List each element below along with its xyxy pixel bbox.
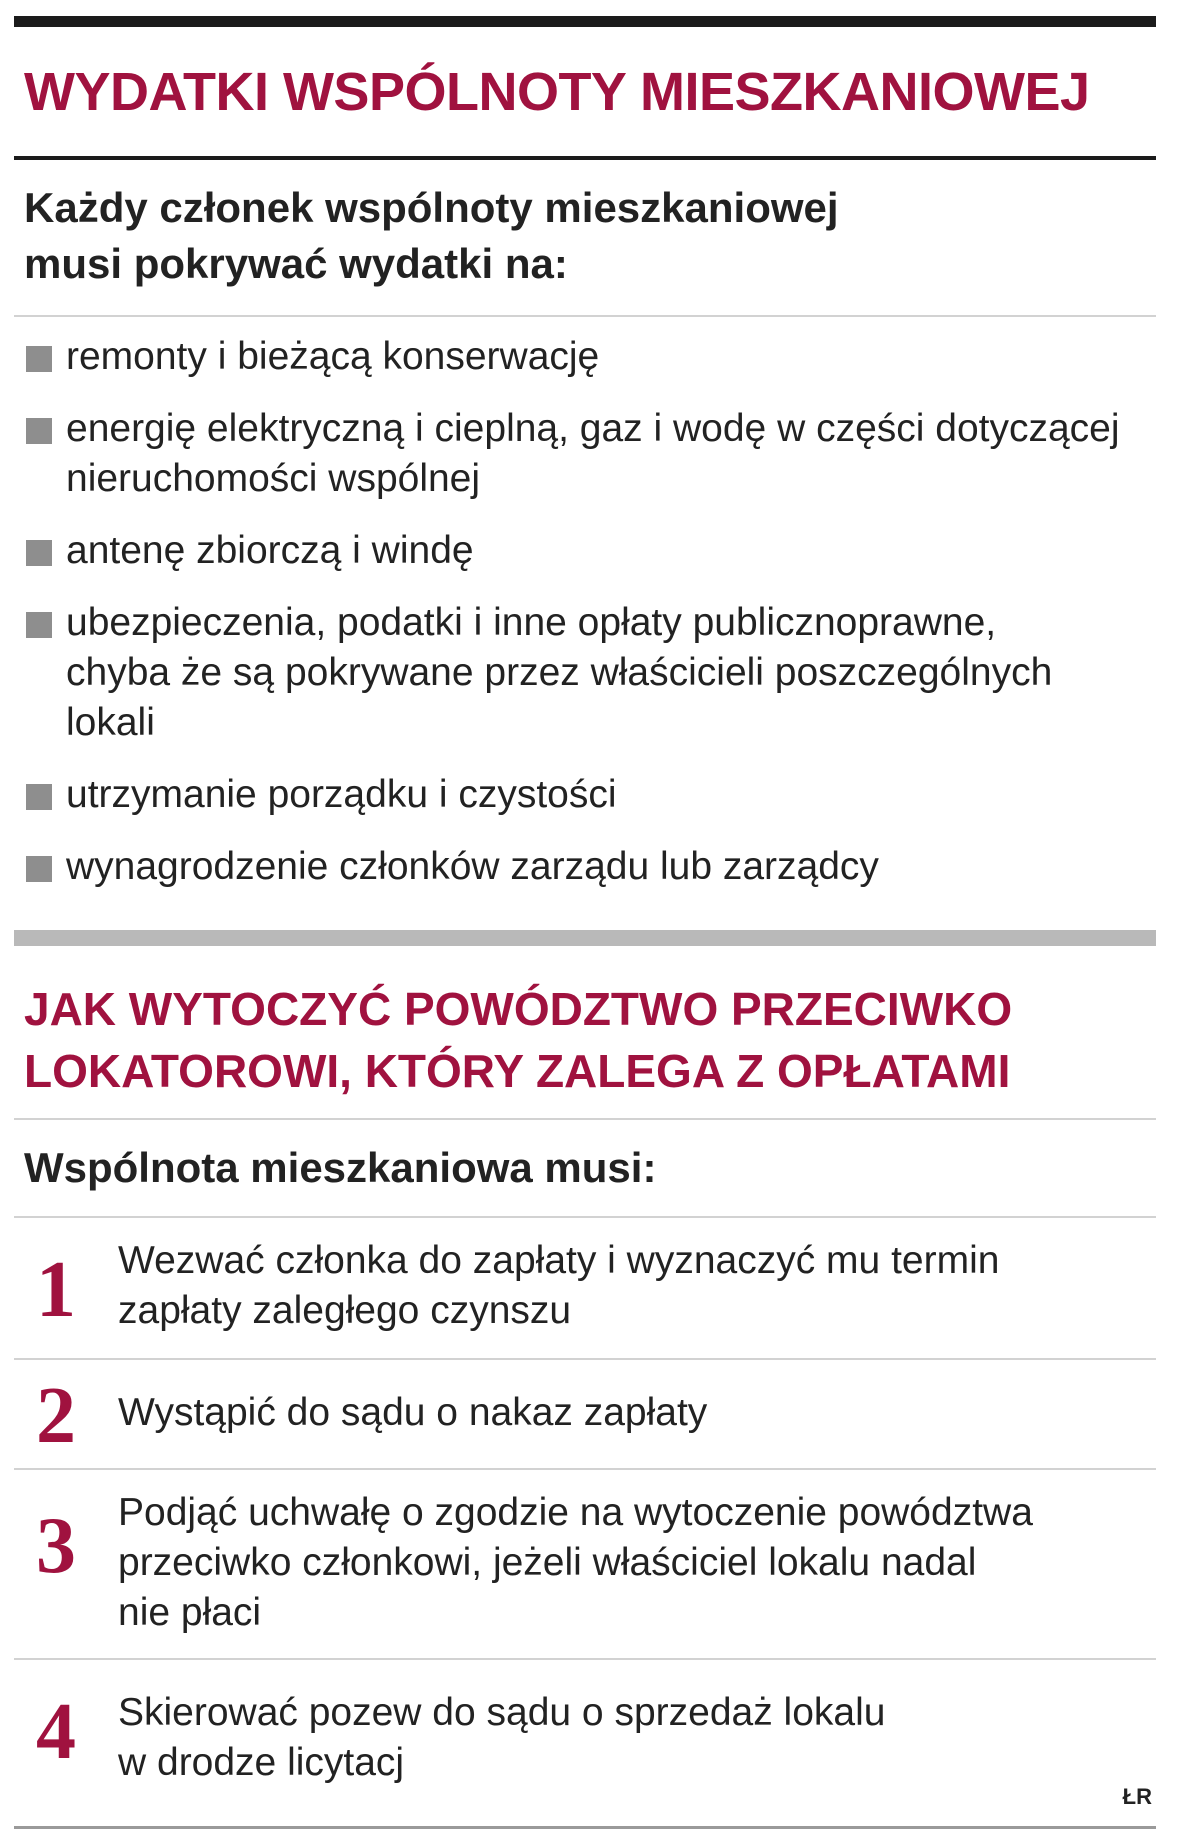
list-item-text: wynagrodzenie członków zarządu lub zarządcy <box>66 845 879 888</box>
section1-title: WYDATKI WSPÓLNOTY MIESZKANIOWEJ <box>24 62 1090 122</box>
step-text-line: Wystąpić do sądu o nakaz zapłaty <box>118 1391 708 1434</box>
step-text <box>118 1488 1033 1638</box>
section2-title <box>24 978 1012 1102</box>
list-item-text: remonty i bieżącą konserwację <box>66 335 600 378</box>
author-credit: ŁR <box>1122 1784 1152 1809</box>
bottom-rule <box>14 1826 1156 1829</box>
list-item <box>24 842 1144 892</box>
title-divider <box>14 156 1156 160</box>
square-bullet-icon <box>26 540 52 566</box>
step-number: 2 <box>36 1372 76 1460</box>
list-item-text: ubezpieczenia, podatki i inne opłaty publicznoprawne, <box>66 601 997 644</box>
step-text-line: zapłaty zaległego czynszu <box>118 1289 572 1332</box>
section2-subhead: Wspólnota mieszkaniowa musi: <box>24 1144 657 1191</box>
list-item-text: antenę zbiorczą i windę <box>66 529 474 572</box>
list-item-text: lokali <box>66 701 155 744</box>
list-item <box>24 770 1144 820</box>
step-row <box>14 1660 1156 1820</box>
intro-line: musi pokrywać wydatki na: <box>24 240 568 287</box>
square-bullet-icon <box>26 346 52 372</box>
intro-divider <box>14 315 1156 317</box>
list-item <box>24 404 1144 504</box>
list-item-text: energię elektryczną i cieplną, gaz i wodę w części dotyczącej <box>66 407 1120 450</box>
list-item-text: utrzymanie porządku i czystości <box>66 773 617 816</box>
list-item <box>24 598 1144 748</box>
step-row <box>14 1216 1156 1358</box>
square-bullet-icon <box>26 418 52 444</box>
step-number: 1 <box>36 1246 76 1334</box>
step-text-line: przeciwko członkowi, jeżeli właściciel lokalu nadal <box>118 1541 977 1584</box>
step-number: 4 <box>36 1688 76 1776</box>
top-rule <box>14 16 1156 27</box>
step-text <box>118 1688 885 1788</box>
list-item <box>24 526 1144 576</box>
step-text <box>118 1388 707 1438</box>
square-bullet-icon <box>26 856 52 882</box>
title2-divider <box>14 1118 1156 1120</box>
section2-title-line: LOKATOROWI, KTÓRY ZALEGA Z OPŁATAMI <box>24 1045 1011 1097</box>
intro-line: Każdy członek wspólnoty mieszkaniowej <box>24 184 839 231</box>
step-text-line: nie płaci <box>118 1591 262 1634</box>
list-item-text: chyba że są pokrywane przez właścicieli poszczególnych <box>66 651 1053 694</box>
step-number: 3 <box>36 1502 76 1590</box>
square-bullet-icon <box>26 612 52 638</box>
expense-list <box>24 332 1144 914</box>
step-text-line: Podjąć uchwałę o zgodzie na wytoczenie powództwa <box>118 1491 1033 1534</box>
step-text-line: Skierować pozew do sądu o sprzedaż lokalu <box>118 1691 886 1734</box>
list-item <box>24 332 1144 382</box>
list-item-text: nieruchomości wspólnej <box>66 457 481 500</box>
step-row <box>14 1360 1156 1468</box>
section2-title-line: JAK WYTOCZYĆ POWÓDZTWO PRZECIWKO <box>24 983 1013 1035</box>
section-divider <box>14 930 1156 946</box>
step-row <box>14 1470 1156 1658</box>
step-text <box>118 1236 999 1336</box>
step-text-line: Wezwać członka do zapłaty i wyznaczyć mu termin <box>118 1239 1000 1282</box>
step-text-line: w drodze licytacj <box>118 1741 405 1784</box>
section1-intro <box>24 180 839 292</box>
square-bullet-icon <box>26 784 52 810</box>
